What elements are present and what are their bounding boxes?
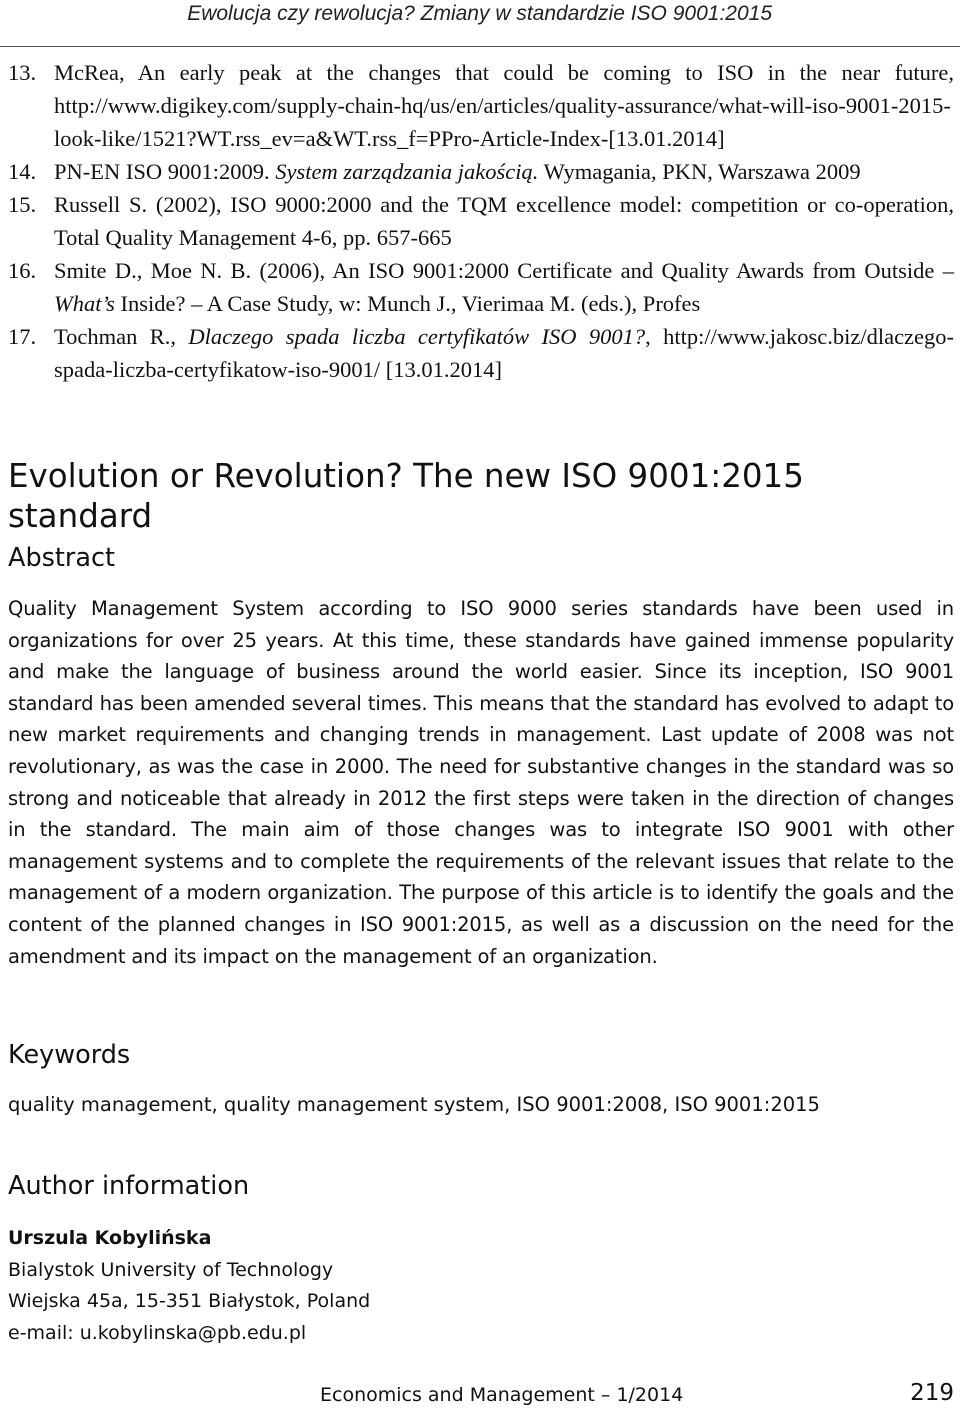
reference-list <box>8 56 954 386</box>
reference-item <box>8 155 954 188</box>
reference-item <box>8 56 954 155</box>
reference-item <box>8 254 954 320</box>
reference-text: , http://www.jakosc.biz/dlaczego-spada-liczba-certyfikatow-iso-9001/ [13.01.2014] <box>54 324 955 382</box>
reference-text: PN-EN ISO 9001:2009. <box>54 159 276 184</box>
reference-italic-title: System zarządzania jakością. <box>275 159 539 184</box>
running-title: Ewolucja czy rewolucja? Zmiany w standardzie ISO 9001:2015 <box>187 2 772 25</box>
reference-number: 17. <box>8 324 37 349</box>
abstract-heading: Abstract <box>8 543 116 573</box>
reference-text: Inside? – A Case Study, w: Munch J., Vierimaa M. (eds.), Profes <box>114 291 701 316</box>
reference-text: Russell S. (2002), ISO 9000:2000 and the TQM excellence model: competition or co-operation, Total Quality Management 4-6, pp. 657-665 <box>54 192 954 250</box>
reference-text: Wymagania, PKN, Warszawa 2009 <box>538 159 861 184</box>
reference-number: 15. <box>8 192 37 217</box>
reference-number: 16. <box>8 258 37 283</box>
reference-text: Tochman R., <box>54 324 189 349</box>
running-header <box>0 0 960 47</box>
reference-item <box>8 188 954 254</box>
author-name: Urszula Kobylińska <box>8 1227 212 1249</box>
author-address: Wiejska 45a, 15-351 Białystok, Poland <box>8 1290 371 1312</box>
reference-italic-title: What’s <box>54 291 115 316</box>
author-affiliation: Bialystok University of Technology <box>8 1258 334 1281</box>
page-footer <box>320 1380 954 1412</box>
keywords-heading: Keywords <box>8 1040 131 1070</box>
journal-name: Economics and Management – 1/2014 <box>320 1384 684 1406</box>
article-title: Evolution or Revolution? The new ISO 9001:2015 standard <box>8 457 804 535</box>
reference-number: 13. <box>8 60 37 85</box>
keywords-text: quality management, quality management system, ISO 9001:2008, ISO 9001:2015 <box>8 1093 820 1116</box>
page-number: 219 <box>910 1380 954 1406</box>
reference-item <box>8 320 954 386</box>
abstract-text: Quality Management System according to ISO 9000 series standards have been used in organizations for over 25 years. At this time, these standards have gained immense popularity and make the language of business around the world easier. Since its inception, ISO 9001 standard has been amended several times. This means that the standard has evolved to adapt to new market requirements and changing trends in management. Last update of 2008 was not revolutionary, as was the case in 2000. The need for substantive changes in the standard was so strong and noticeable that already in 2012 the first steps were taken in the direction of changes in the standard. The main aim of those changes was to integrate ISO 9001 with other management systems and to complete the requirements of the relevant issues that relate to the management of a modern organization. The purpose of this article is to identify the goals and the content of the planned changes in ISO 9001:2015, as well as a discussion on the need for the amendment and its impact on the management of an organization. <box>8 597 954 968</box>
author-heading: Author information <box>8 1171 250 1201</box>
reference-text: McRea, An early peak at the changes that could be coming to ISO in the near future, http://www.digikey.com/supply-chain-hq/us/en/articles/quality-assurance/what-will-iso-9001-2015-look-like/1521?WT.rss_ev=a&WT.rss_f=PPro-Article-Index-[13.01.2014] <box>54 60 954 151</box>
reference-number: 14. <box>8 159 37 184</box>
author-email: e-mail: u.kobylinska@pb.edu.pl <box>8 1321 307 1344</box>
author-block <box>8 1223 370 1349</box>
reference-italic-title: Dlaczego spada liczba certyfikatów ISO 9001? <box>188 324 646 349</box>
reference-text: Smite D., Moe N. B. (2006), An ISO 9001:2000 Certificate and Quality Awards from Outside – <box>54 258 954 283</box>
